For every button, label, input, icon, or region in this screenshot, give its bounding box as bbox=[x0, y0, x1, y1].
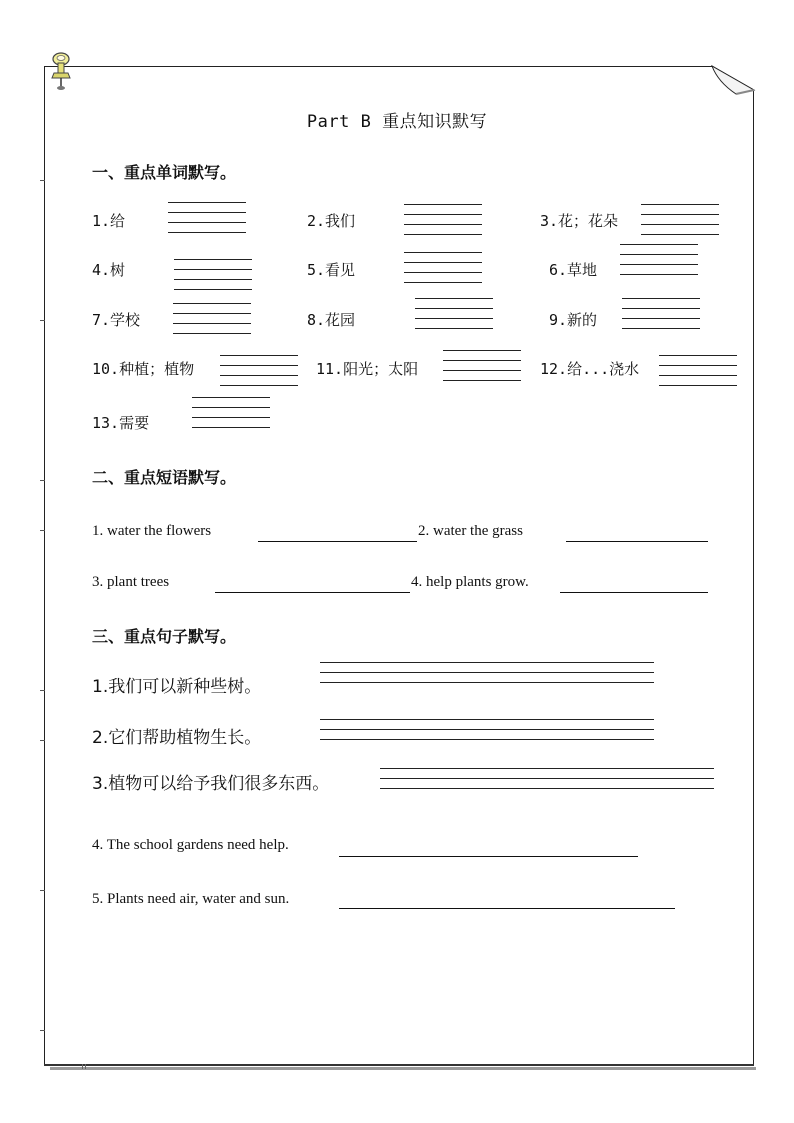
frame-tick bbox=[40, 180, 45, 181]
page-curl-icon bbox=[708, 62, 758, 96]
frame-tick bbox=[40, 740, 45, 741]
word-answer-lines[interactable] bbox=[404, 252, 482, 284]
sentence-answer-lines[interactable] bbox=[380, 768, 714, 790]
word-prompt: 3.花；花朵 bbox=[540, 212, 619, 230]
phrase-prompt: 2. water the grass bbox=[418, 523, 523, 539]
sentence-answer-line[interactable] bbox=[339, 908, 675, 909]
frame-tick bbox=[40, 690, 45, 691]
frame-bottom-shadow bbox=[50, 1067, 756, 1070]
sentences-section-heading: 三、重点句子默写。 bbox=[92, 627, 237, 646]
word-answer-lines[interactable] bbox=[220, 355, 298, 387]
word-prompt: 9.新的 bbox=[549, 311, 598, 329]
phrase-prompt: 3. plant trees bbox=[92, 574, 170, 590]
word-prompt: 4.树 bbox=[92, 261, 126, 279]
word-prompt: 10.种植；植物 bbox=[92, 360, 195, 378]
phrases-section-heading: 二、重点短语默写。 bbox=[92, 468, 237, 487]
phrase-answer-line[interactable] bbox=[566, 541, 708, 542]
word-answer-lines[interactable] bbox=[415, 298, 493, 330]
word-answer-lines[interactable] bbox=[622, 298, 700, 330]
pushpin-icon bbox=[48, 50, 76, 92]
word-prompt: 11.阳光；太阳 bbox=[316, 360, 419, 378]
phrase-answer-line[interactable] bbox=[560, 592, 708, 593]
word-answer-lines[interactable] bbox=[443, 350, 521, 382]
frame-tick bbox=[82, 1064, 83, 1069]
phrase-prompt: 4. help plants grow. bbox=[411, 574, 529, 590]
frame-tick bbox=[40, 890, 45, 891]
phrase-prompt: 1. water the flowers bbox=[92, 523, 212, 539]
word-answer-lines[interactable] bbox=[173, 303, 251, 335]
sentence-answer-line[interactable] bbox=[339, 856, 638, 857]
sentence-prompt: 3.植物可以给予我们很多东西。 bbox=[92, 774, 330, 794]
word-prompt: 12.给...浇水 bbox=[540, 360, 640, 378]
frame-left-border bbox=[44, 66, 45, 1064]
word-answer-lines[interactable] bbox=[659, 355, 737, 387]
frame-tick bbox=[40, 320, 45, 321]
word-prompt: 7.学校 bbox=[92, 311, 141, 329]
sentence-answer-lines[interactable] bbox=[320, 719, 654, 741]
word-prompt: 6.草地 bbox=[549, 261, 598, 279]
words-section-heading: 一、重点单词默写。 bbox=[92, 163, 237, 182]
frame-right-border bbox=[753, 90, 754, 1064]
frame-tick bbox=[40, 480, 45, 481]
word-prompt: 2.我们 bbox=[307, 212, 356, 230]
word-answer-lines[interactable] bbox=[620, 244, 698, 276]
frame-tick bbox=[40, 1030, 45, 1031]
word-answer-lines[interactable] bbox=[641, 204, 719, 236]
word-prompt: 13.需要 bbox=[92, 414, 150, 432]
frame-tick bbox=[85, 1064, 86, 1069]
sentence-answer-lines[interactable] bbox=[320, 662, 654, 684]
word-prompt: 1.给 bbox=[92, 212, 126, 230]
word-answer-lines[interactable] bbox=[168, 202, 246, 234]
word-answer-lines[interactable] bbox=[174, 259, 252, 291]
page-title: Part B 重点知识默写 bbox=[306, 112, 488, 132]
sentence-prompt: 5. Plants need air, water and sun. bbox=[92, 891, 290, 907]
sentence-prompt: 4. The school gardens need help. bbox=[92, 837, 289, 853]
frame-top-border bbox=[44, 66, 712, 67]
word-answer-lines[interactable] bbox=[404, 204, 482, 236]
phrase-answer-line[interactable] bbox=[258, 541, 417, 542]
word-answer-lines[interactable] bbox=[192, 397, 270, 429]
frame-tick bbox=[40, 530, 45, 531]
sentence-prompt: 2.它们帮助植物生长。 bbox=[92, 728, 262, 748]
word-prompt: 8.花园 bbox=[307, 311, 356, 329]
phrase-answer-line[interactable] bbox=[215, 592, 410, 593]
sentence-prompt: 1.我们可以新种些树。 bbox=[92, 677, 262, 697]
frame-bottom-border bbox=[44, 1064, 754, 1066]
word-prompt: 5.看见 bbox=[307, 261, 356, 279]
